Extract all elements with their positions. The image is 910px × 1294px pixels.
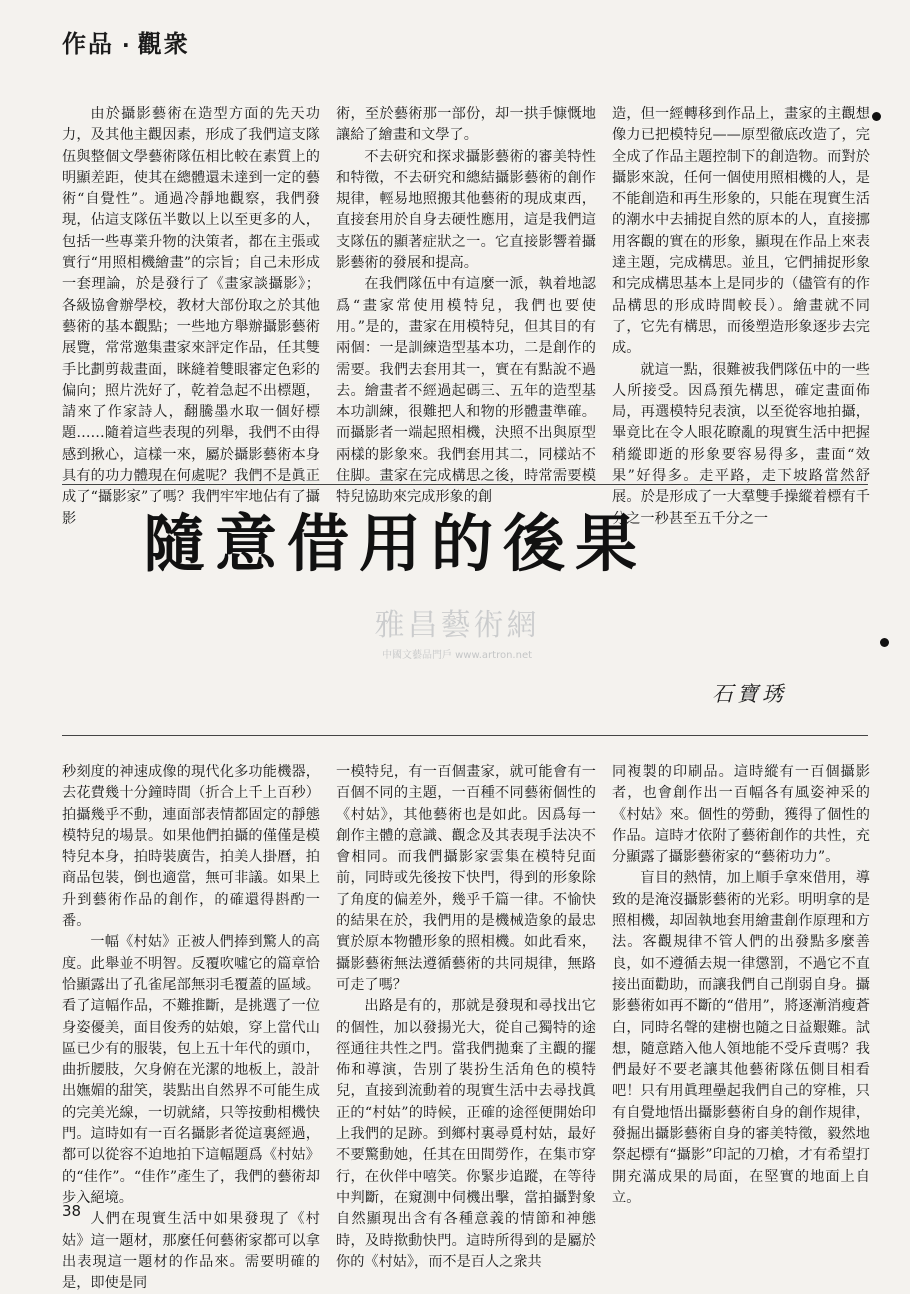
- header-subcategory: 觀衆: [137, 30, 190, 58]
- paragraph: 不去研究和探求攝影藝術的審美特性和特徵，不去研究和總結攝影藝術的創作規律，輕易地照搬其他藝術的現成東西，直接套用於自身去硬性應用，這是我們這支隊伍的顯著症狀之一。它直接影響着攝影藝術的發展和提高。: [336, 148, 596, 272]
- bullet-marker: [872, 112, 881, 121]
- divider: [62, 735, 868, 736]
- watermark-text: 雅昌藝術網: [374, 608, 540, 643]
- paragraph: 造，但一經轉移到作品上，畫家的主觀想像力已把模特兒——原型徹底改造了，完全成了作品主題控制下的創造物。而對於攝影來說，任何一個使用照相機的人，是不能創造和再生形象的，只能在現實生活的潮水中去捕捉自然的原本的人，直接挪用客觀的實在的形象，顯現在作品上來表達主題，完成構思。並且，它們捕捉形象和完成構思基本上是同步的（儘管有的作品構思的形成時間較長）。繪畫就不同了，它先有構思，而後塑造形象逐步去完成。: [612, 106, 870, 357]
- article-author: 石寶琇: [712, 682, 787, 706]
- paragraph: 一模特兒，有一百個畫家，就可能會有一百個不同的主題，一百種不同藝術個性的《村姑》，其他藝術也是如此。因爲每一創作主體的意識、觀念及其表現手法决不會相同。而我們攝影家雲集在模特兒面前，同時或先後按下快門，得到的形象除了角度的偏差外，幾乎千篇一律。不愉快的結果在於，我們用的是機械造象的最忠實於原本物體形象的照相機。如此看來，攝影藝術無法遵循藝術的共同規律，無路可走了嗎？: [336, 764, 596, 993]
- paragraph: 由於攝影藝術在造型方面的先天功力，及其他主觀因素，形成了我們這支隊伍與整個文學藝術隊伍相比較在素質上的明顯差距，使其在總體還未達到一定的藝術“自覺性”。通過冷靜地觀察，我們發現，佔這支隊伍半數以上以至更多的人，包括一些專業升物的決策者，都在主張或實行“用照相機繪畫”的宗旨；自己未形成一套理論，於是發行了《畫家談攝影》；各級協會辦學校，教材大部份取之於其他藝術的基本觀點；一些地方舉辦攝影藝術展覽，常常邀集畫家來評定作品，任其雙手比劃剪裁畫面，眯縫着雙眼審定色彩的偏向；照片洗好了，乾着急起不出標題，請來了作家詩人，翻騰墨水取一個好標題……隨着這些表現的列舉，我們不由得感到揪心，這樣一來，屬於攝影藝術本身具有的功力體現在何處呢？我們不是眞正成了“攝影家”了嗎？我們牢牢地佔有了攝影: [62, 106, 320, 527]
- paragraph: 就這一點，很難被我們隊伍中的一些人所接受。因爲預先構思，確定畫面佈局，再選模特兒表演，以至從容地拍攝，畢竟比在令人眼花瞭亂的現實生活中把握稍縱即逝的形象要容易得多，畫面“效果”好得多。走平路，走下坡路當然舒展。於是形成了一大羣雙手操縱着標有千分之一秒甚至五千分之一: [612, 361, 870, 527]
- paragraph: 出路是有的，那就是發現和尋找出它的個性，加以發揚光大，從自己獨特的途徑通往共性之門。當我們拋棄了主觀的擺佈和導演，告別了裝扮生活角色的模特兒，直接到流動着的現實生活中去尋找眞正的“村姑”的時候，正確的途徑便開始印上我們的足跡。到鄉村裏尋覓村姑，最好不要驚動她，任其在田間勞作，在集市穿行，在伙伴中嘻笑。你緊步追蹤，在等待中判斷，在窺測中伺機出擊，當拍攝對象自然顯現出含有各種意義的情節和神態時，及時揿動快門。這時所得到的是屬於你的《村姑》，而不是百人之衆共: [336, 998, 596, 1270]
- watermark: [352, 600, 562, 661]
- top-column-3: [612, 104, 870, 527]
- paragraph: 同複製的印刷品。這時縱有一百個攝影者，也會創作出一百幅各有風姿神采的《村姑》來。個性的勞動，獲得了個性的作品。這時才依附了藝術創作的共性，充分顯露了攝影藝術家的“藝術功力”。: [612, 764, 870, 866]
- body-column-3: [612, 762, 870, 1206]
- header-category: 作品: [62, 30, 114, 58]
- top-column-2: [336, 104, 596, 506]
- paragraph: 秒刻度的神速成像的現代化多功能機器，去花費幾十分鐘時間（折合上千上百秒）拍攝幾乎不動，連面部表情都固定的靜態模特兒的場景。如果他們拍攝的僅僅是模特兒本身，拍時裝廣告，拍美人掛曆，拍商品包裝，倒也適當，無可非議。如果上升到藝術作品的創作，的確還得斟酌一番。: [62, 764, 320, 930]
- body-column-2: [336, 762, 596, 1270]
- paragraph: 在我們隊伍中有這麼一派，執着地認爲“畫家常使用模特兒，我們也要使用。”是的，畫家在用模特兒，但其目的有兩個：一是訓練造型基本功，二是創作的需要。我們去套用其一，實在有點說不過去。繪畫者不經過起碼三、五年的造型基本功訓練，很難把人和物的形體畫準確。而攝影者一端起照相機，決照不出與原型兩樣的影象來。我們套用其二，同樣站不住脚。畫家在完成構思之後，時常需要模特兒協助來完成形象的創: [336, 276, 596, 506]
- bullet-marker: [880, 638, 889, 647]
- top-column-1: [62, 104, 320, 527]
- section-header: [62, 24, 190, 64]
- paragraph: 一幅《村姑》正被人們捧到驚人的高度。此舉並不明智。反覆吹噓它的篇章恰恰顯露出了孔雀尾部無羽毛覆蓋的區域。看了這幅作品，不難推斷，是挑選了一位身姿優美，面目俊秀的姑娘，穿上當代山區已少有的服裝，包上五十年代的頭巾，曲折腰肢，欠身俯在光潔的地板上，設計出嫵媚的甜笑，裝點出自然界不可能生成的完美光線，一切就緒，只等按動相機快門。這時如有一百名攝影者從這裏經過，都可以從容不迫地拍下這幅題爲《村姑》的“佳作”。“佳作”產生了，我們的藝術却步入絕境。: [62, 934, 320, 1206]
- page-number: 38: [62, 1202, 82, 1220]
- paragraph: 術，至於藝術那一部份，却一拱手慷慨地讓給了繪畫和文學了。: [336, 106, 596, 144]
- paragraph: 盲目的熱情，加上順手拿來借用，導致的是淹沒攝影藝術的光彩。明明拿的是照相機，却固執地套用繪畫創作原理和方法。客觀規律不管人們的出發點多麼善良，如不遵循去規一律懲罰，不過它不直接出面勸助，而讓我們自己削弱自身。攝影藝術如再不斷的“借用”，將逐漸消瘦蒼白，同時名聲的建樹也隨之日益艱難。試想，隨意踏入他人領地能不受斥責嗎？我們最好不要老讓其他藝術隊伍側目相看吧！只有用眞理壘起我們自己的穿椎，只有自覺地悟出攝影藝術自身的創作規律，發掘出攝影藝術自身的審美特徵，毅然地祭起標有“攝影”印記的刀槍，才有希望打開充滿成果的局面，在堅實的地面上自立。: [612, 870, 870, 1206]
- watermark-url: 中國文藝品門戶 www.artron.net: [381, 650, 533, 661]
- paragraph: 人們在現實生活中如果發現了《村姑》這一題材，那麼任何藝術家都可以拿出表現這一題材的作品來。需要明確的是，即使是同: [62, 1211, 320, 1292]
- article-title: 隨意借用的後果: [143, 507, 648, 580]
- header-separator: ·: [122, 33, 130, 57]
- divider: [62, 484, 868, 485]
